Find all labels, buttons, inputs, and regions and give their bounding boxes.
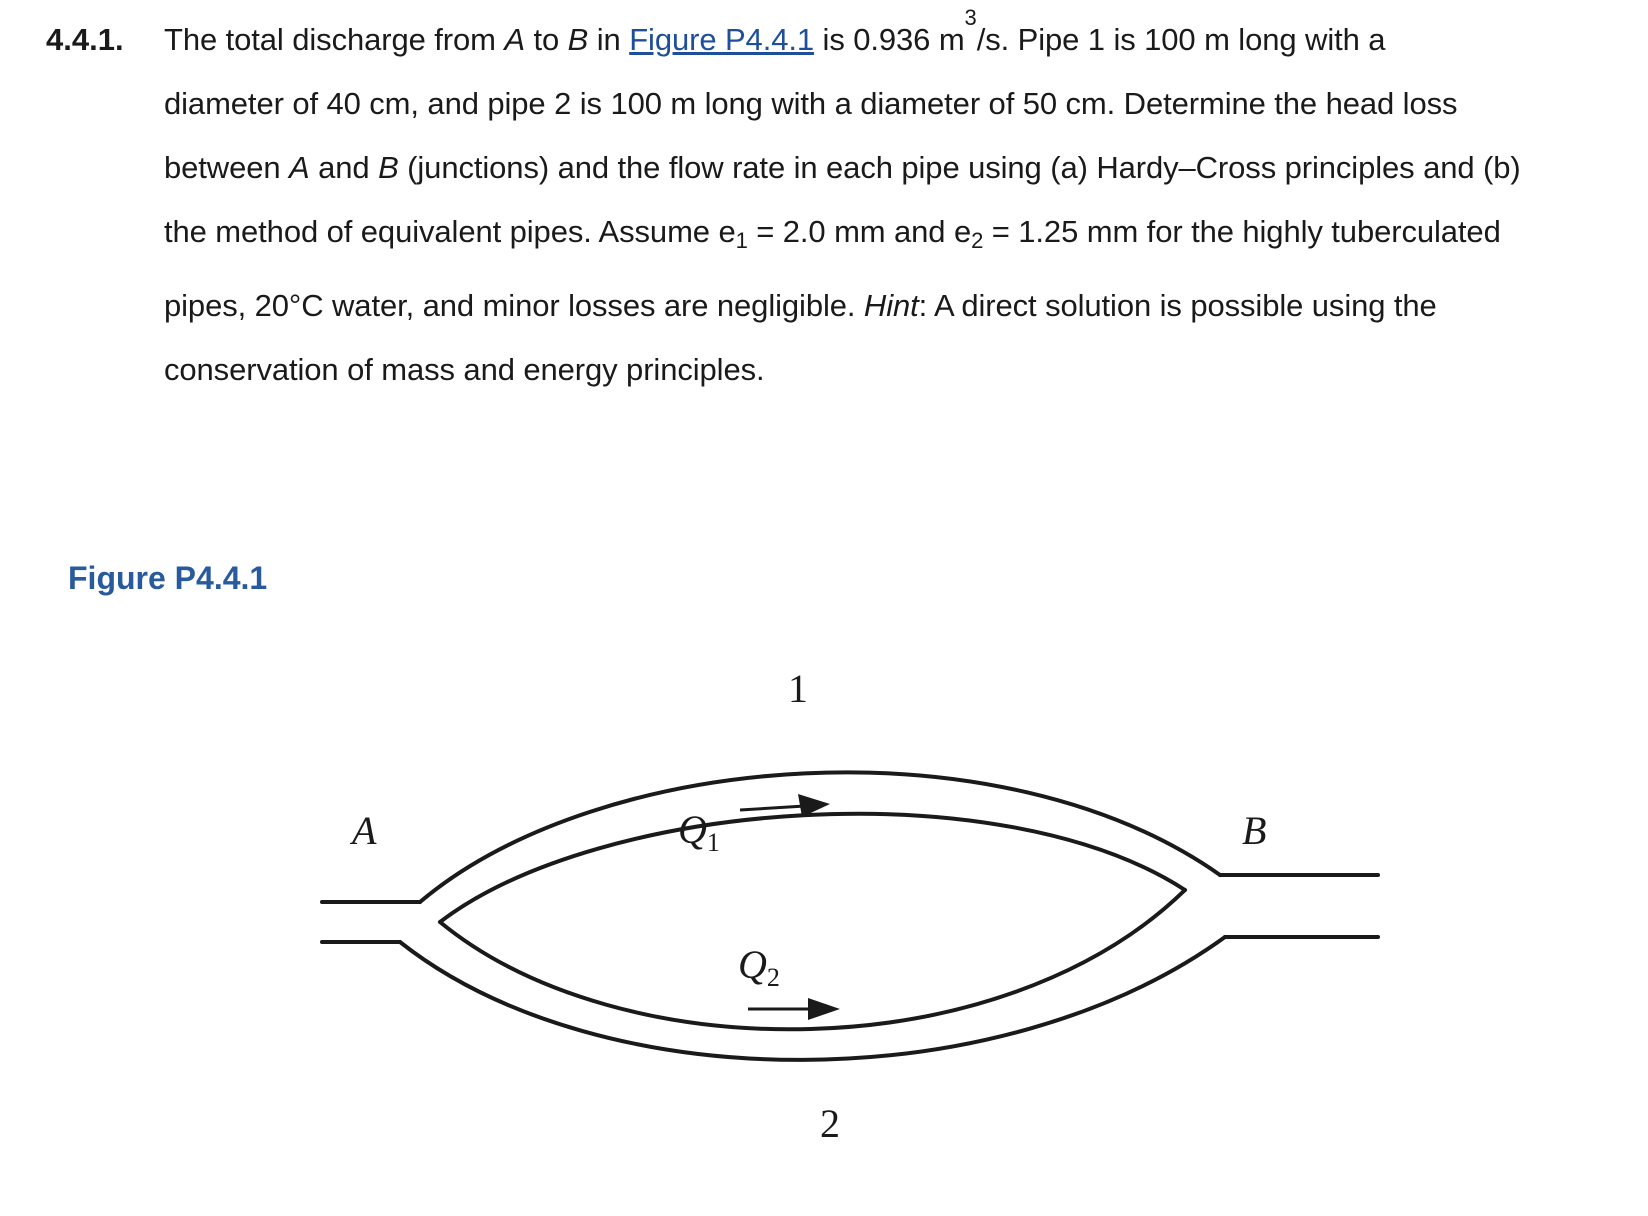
q2-letter: Q xyxy=(738,942,767,987)
pipe-1-outer-wall xyxy=(420,772,1220,902)
problem-line-3 xyxy=(164,150,1521,186)
figure-caption: Figure P4.4.1 xyxy=(68,560,268,596)
pipe-2-label: 2 xyxy=(820,1101,840,1146)
problem-line-6: conservation of mass and energy principles. xyxy=(164,352,765,387)
q1-label xyxy=(678,807,720,857)
pipe-diagram xyxy=(300,660,1460,1180)
subscript: 2 xyxy=(971,228,984,253)
text: the method of equivalent pipes. Assume e xyxy=(164,214,736,249)
junction-a-label: A xyxy=(352,808,377,853)
text: : A direct solution is possible using the xyxy=(918,288,1437,323)
text: in xyxy=(596,22,621,57)
pipe-1-label: 1 xyxy=(788,666,808,711)
pipe-2-outer-wall xyxy=(400,937,1225,1060)
superscript: 3 xyxy=(964,5,977,30)
problem-line-1 xyxy=(164,5,1386,58)
pipe-network-figure xyxy=(300,660,1460,1180)
point-a: A xyxy=(504,22,525,57)
q1-letter: Q xyxy=(678,807,707,852)
q2-label xyxy=(738,942,780,992)
pipe-1-inner-wall xyxy=(440,814,1185,922)
text: between xyxy=(164,150,281,185)
figure-link[interactable]: Figure P4.4.1 xyxy=(629,22,815,57)
problem-line-2: diameter of 40 cm, and pipe 2 is 100 m long with a diameter of 50 cm. Determine the head loss xyxy=(164,86,1458,121)
text: to xyxy=(533,22,560,57)
text: is 0.936 m xyxy=(822,22,965,57)
point-b: B xyxy=(567,22,589,57)
text: (junctions) and the flow rate in each pipe using (a) Hardy–Cross principles and (b) xyxy=(407,150,1521,185)
subscript: 1 xyxy=(735,228,748,253)
q2-subscript: 2 xyxy=(766,963,780,992)
junction-b-label: B xyxy=(1242,808,1267,853)
q2-arrow xyxy=(748,998,840,1020)
problem-number: 4.4.1. xyxy=(46,22,124,57)
problem-line-5 xyxy=(164,288,1437,324)
hint-label: Hint xyxy=(863,288,919,323)
text: pipes, 20°C water, and minor losses are negligible. xyxy=(164,288,856,323)
q1-subscript: 1 xyxy=(706,828,720,857)
text: = 1.25 mm for the highly tuberculated xyxy=(983,214,1501,249)
text: and xyxy=(318,150,370,185)
text: The total discharge from xyxy=(164,22,496,57)
point-a: A xyxy=(289,150,310,185)
problem-line-4 xyxy=(164,214,1501,253)
point-b: B xyxy=(378,150,399,185)
text: = 2.0 mm and e xyxy=(747,214,972,249)
text: /s. Pipe 1 is 100 m long with a xyxy=(976,22,1386,57)
